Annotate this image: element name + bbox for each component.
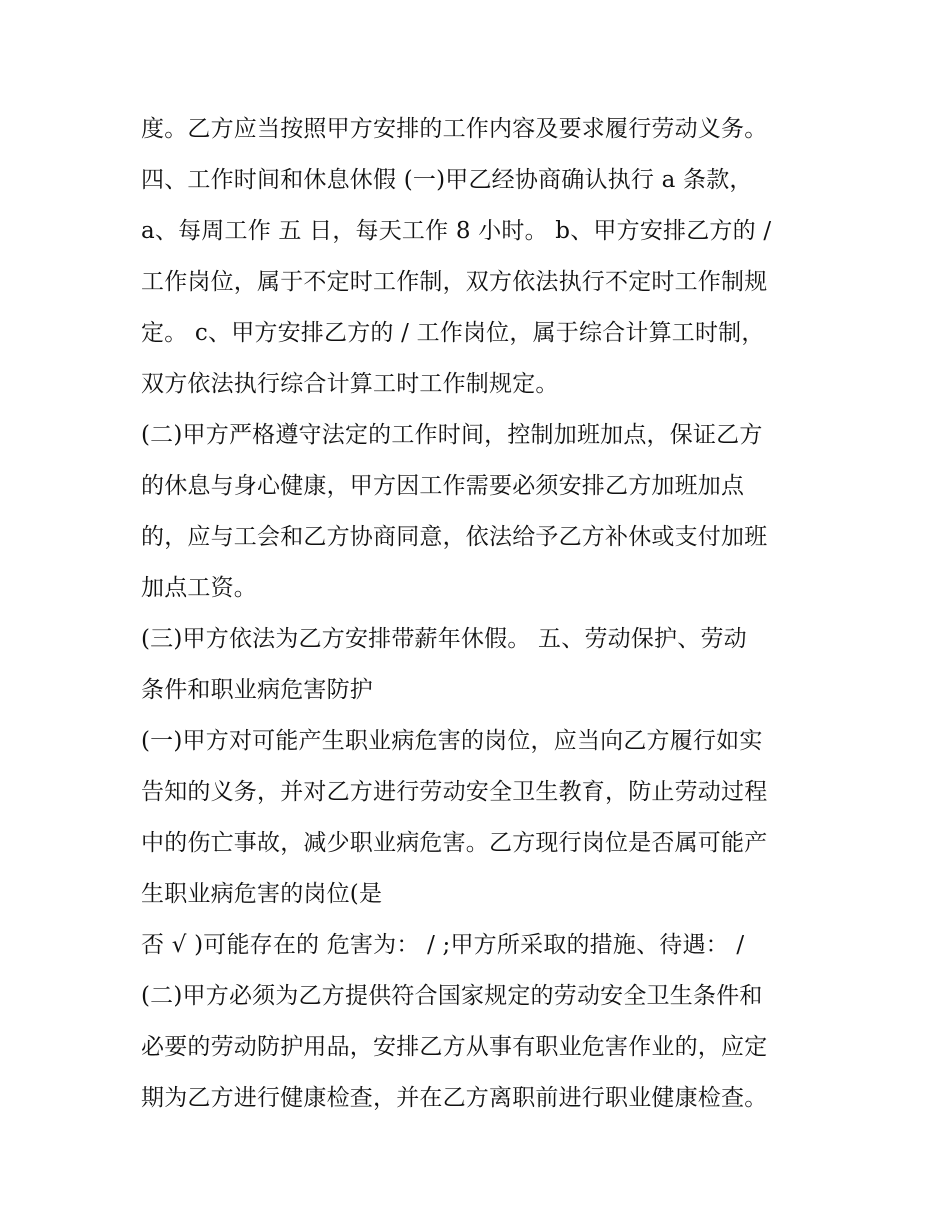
text-line-8: 的休息与身心健康，甲方因工作需要必须安排乙方加班加点 [141, 473, 745, 499]
text-line-9: 的，应与工会和乙方协商同意，依法给予乙方补休或支付加班 [141, 524, 768, 550]
text-line-11: (三)甲方依法为乙方安排带薪年休假。 五、劳动保护、劳动 [141, 626, 747, 652]
text-line-10: 加点工资。 [141, 575, 257, 601]
text-line-3: a、每周工作 五 日，每天工作 8 小时。 b、甲方安排乙方的 / [141, 218, 772, 244]
text-line-15: 中的伤亡事故，减少职业病危害。乙方现行岗位是否属可能产 [141, 830, 768, 856]
text-line-7: (二)甲方严格遵守法定的工作时间，控制加班加点，保证乙方 [141, 422, 763, 448]
text-line-18: (二)甲方必须为乙方提供符合国家规定的劳动安全卫生条件和 [141, 983, 763, 1009]
text-line-1: 度。乙方应当按照甲方安排的工作内容及要求履行劳动义务。 [141, 116, 768, 142]
text-line-19: 必要的劳动防护用品，安排乙方从事有职业危害作业的，应定 [141, 1034, 768, 1060]
contract-text-body [141, 104, 841, 1124]
text-line-17: 否 √ )可能存在的 危害为： / ;甲方所采取的措施、待遇： / [141, 932, 745, 958]
text-line-6: 双方依法执行综合计算工时工作制规定。 [141, 371, 559, 397]
text-line-20: 期为乙方进行健康检查，并在乙方离职前进行职业健康检查。 [141, 1085, 768, 1111]
text-line-5: 定。 c、甲方安排乙方的 / 工作岗位，属于综合计算工时制， [141, 320, 765, 346]
text-line-4: 工作岗位，属于不定时工作制，双方依法执行不定时工作制规 [141, 269, 768, 295]
text-line-12: 条件和职业病危害防护 [141, 677, 373, 703]
text-line-13: (一)甲方对可能产生职业病危害的岗位，应当向乙方履行如实 [141, 728, 763, 754]
text-line-16: 生职业病危害的岗位(是 [141, 881, 383, 907]
text-line-2: 四、工作时间和休息休假 (一)甲乙经协商确认执行 a 条款， [141, 167, 753, 193]
text-line-14: 告知的义务，并对乙方进行劳动安全卫生教育，防止劳动过程 [141, 779, 768, 805]
